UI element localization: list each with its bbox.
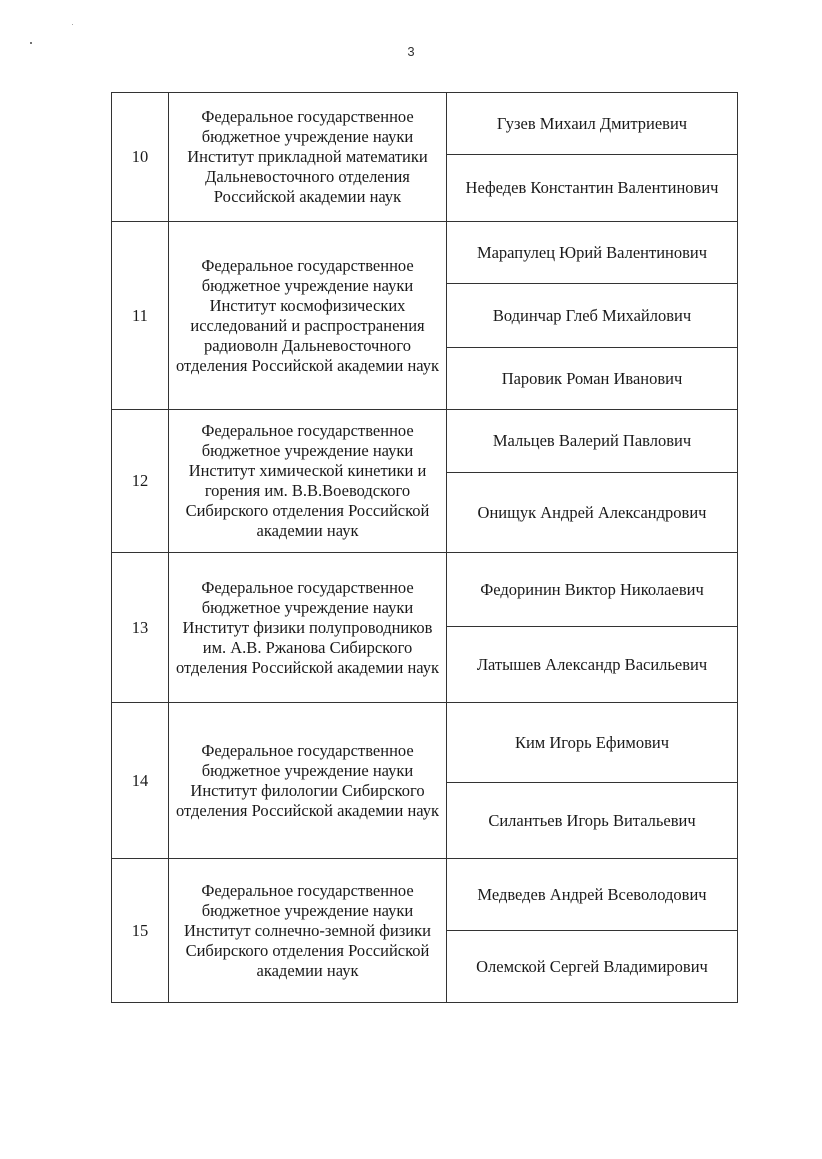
table-row [112,703,738,783]
person-name: Паровик Роман Иванович [447,348,738,410]
organizations-table [111,92,738,1003]
table-row [112,553,738,627]
person-name: Силантьев Игорь Витальевич [447,783,738,859]
organization-name: Федеральное государственное бюджетное учреждение науки Институт прикладной математики Дальневосточного отделения Российской академии наук [169,93,447,222]
scan-speck [72,24,73,25]
organization-name: Федеральное государственное бюджетное учреждение науки Институт химической кинетики и горения им. В.В.Воеводского Сибирского отделения Российской академии наук [169,410,447,553]
person-name: Федоринин Виктор Николаевич [447,553,738,627]
person-name: Гузев Михаил Дмитриевич [447,93,738,155]
row-number: 14 [112,703,169,859]
table-row [112,93,738,155]
organization-name: Федеральное государственное бюджетное учреждение науки Институт филологии Сибирского отделения Российской академии наук [169,703,447,859]
organization-name: Федеральное государственное бюджетное учреждение науки Институт солнечно-земной физики Сибирского отделения Российской академии наук [169,859,447,1003]
row-number: 15 [112,859,169,1003]
organization-name: Федеральное государственное бюджетное учреждение науки Институт физики полупроводников им. А.В. Ржанова Сибирского отделения Российской академии наук [169,553,447,703]
row-number: 11 [112,222,169,410]
table-row [112,222,738,284]
person-name: Латышев Александр Васильевич [447,627,738,703]
person-name: Марапулец Юрий Валентинович [447,222,738,284]
organization-name: Федеральное государственное бюджетное учреждение науки Институт космофизических исследований и распространения радиоволн Дальневосточного отделения Российской академии наук [169,222,447,410]
person-name: Мальцев Валерий Павлович [447,410,738,473]
person-name: Ким Игорь Ефимович [447,703,738,783]
person-name: Нефедев Константин Валентинович [447,155,738,222]
person-name: Водинчар Глеб Михайлович [447,284,738,348]
person-name: Олемской Сергей Владимирович [447,931,738,1003]
row-number: 12 [112,410,169,553]
person-name: Медведев Андрей Всеволодович [447,859,738,931]
table-row [112,410,738,473]
row-number: 10 [112,93,169,222]
page-number: 3 [407,44,415,59]
table-row [112,859,738,931]
row-number: 13 [112,553,169,703]
person-name: Онищук Андрей Александрович [447,473,738,553]
